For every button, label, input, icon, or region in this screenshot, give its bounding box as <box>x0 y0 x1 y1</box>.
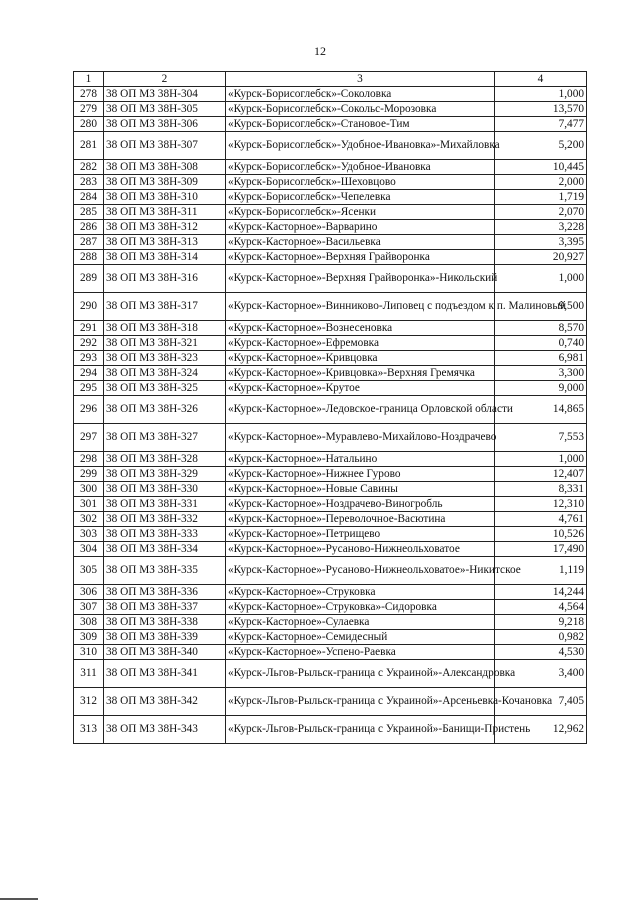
road-name-cell: «Курск-Борисоглебск»-Удобное-Ивановка»-Михайловка <box>226 132 495 160</box>
table-row <box>74 235 587 250</box>
row-number-cell: 301 <box>74 497 104 512</box>
table-row <box>74 630 587 645</box>
table-row <box>74 160 587 175</box>
road-code-cell: 38 ОП МЗ 38Н-304 <box>104 87 226 102</box>
road-name-cell: «Курск-Борисоглебск»-Шеховцово <box>226 175 495 190</box>
road-length-cell: 12,310 <box>495 497 587 512</box>
column-header-3: 3 <box>226 72 495 87</box>
road-code-cell: 38 ОП МЗ 38Н-313 <box>104 235 226 250</box>
road-length-cell: 9,000 <box>495 381 587 396</box>
table-row <box>74 336 587 351</box>
road-code-cell: 38 ОП МЗ 38Н-324 <box>104 366 226 381</box>
table-row <box>74 250 587 265</box>
road-length-cell: 1,000 <box>495 265 587 293</box>
road-name-cell: «Курск-Касторное»-Кривцовка <box>226 351 495 366</box>
table-row <box>74 527 587 542</box>
row-number-cell: 288 <box>74 250 104 265</box>
road-length-cell: 1,119 <box>495 557 587 585</box>
table-row <box>74 366 587 381</box>
road-code-cell: 38 ОП МЗ 38Н-328 <box>104 452 226 467</box>
row-number-cell: 289 <box>74 265 104 293</box>
table-row <box>74 175 587 190</box>
road-length-cell: 10,526 <box>495 527 587 542</box>
road-name-cell: «Курск-Борисоглебск»-Становое-Тим <box>226 117 495 132</box>
road-length-cell: 3,228 <box>495 220 587 235</box>
table-row <box>74 660 587 688</box>
road-length-cell: 4,761 <box>495 512 587 527</box>
table-row <box>74 117 587 132</box>
road-name-cell: «Курск-Касторное»-Ледовское-граница Орловской области <box>226 396 495 424</box>
road-code-cell: 38 ОП МЗ 38Н-318 <box>104 321 226 336</box>
road-code-cell: 38 ОП МЗ 38Н-308 <box>104 160 226 175</box>
row-number-cell: 284 <box>74 190 104 205</box>
table-row <box>74 396 587 424</box>
row-number-cell: 298 <box>74 452 104 467</box>
road-code-cell: 38 ОП МЗ 38Н-309 <box>104 175 226 190</box>
road-code-cell: 38 ОП МЗ 38Н-332 <box>104 512 226 527</box>
road-code-cell: 38 ОП МЗ 38Н-342 <box>104 688 226 716</box>
road-code-cell: 38 ОП МЗ 38Н-323 <box>104 351 226 366</box>
road-code-cell: 38 ОП МЗ 38Н-321 <box>104 336 226 351</box>
road-code-cell: 38 ОП МЗ 38Н-310 <box>104 190 226 205</box>
road-name-cell: «Курск-Касторное»-Петрищево <box>226 527 495 542</box>
road-length-cell: 14,244 <box>495 585 587 600</box>
road-code-cell: 38 ОП МЗ 38Н-336 <box>104 585 226 600</box>
row-number-cell: 281 <box>74 132 104 160</box>
table-row <box>74 321 587 336</box>
row-number-cell: 292 <box>74 336 104 351</box>
road-code-cell: 38 ОП МЗ 38Н-316 <box>104 265 226 293</box>
table-row <box>74 482 587 497</box>
road-code-cell: 38 ОП МЗ 38Н-333 <box>104 527 226 542</box>
table-row <box>74 205 587 220</box>
row-number-cell: 311 <box>74 660 104 688</box>
road-name-cell: «Курск-Касторное»-Муравлево-Михайлово-Ноздрачево <box>226 424 495 452</box>
table-row <box>74 542 587 557</box>
row-number-cell: 297 <box>74 424 104 452</box>
road-length-cell: 7,477 <box>495 117 587 132</box>
row-number-cell: 278 <box>74 87 104 102</box>
table-row <box>74 645 587 660</box>
road-length-cell: 1,719 <box>495 190 587 205</box>
road-code-cell: 38 ОП МЗ 38Н-337 <box>104 600 226 615</box>
row-number-cell: 285 <box>74 205 104 220</box>
table-row <box>74 512 587 527</box>
road-length-cell: 10,445 <box>495 160 587 175</box>
road-code-cell: 38 ОП МЗ 38Н-325 <box>104 381 226 396</box>
table-row <box>74 87 587 102</box>
road-length-cell: 4,530 <box>495 645 587 660</box>
road-name-cell: «Курск-Касторное»-Васильевка <box>226 235 495 250</box>
row-number-cell: 294 <box>74 366 104 381</box>
road-length-cell: 14,865 <box>495 396 587 424</box>
table-row <box>74 220 587 235</box>
row-number-cell: 287 <box>74 235 104 250</box>
table-row <box>74 557 587 585</box>
road-length-cell: 12,407 <box>495 467 587 482</box>
road-length-cell: 17,490 <box>495 542 587 557</box>
table-row <box>74 688 587 716</box>
row-number-cell: 307 <box>74 600 104 615</box>
road-code-cell: 38 ОП МЗ 38Н-334 <box>104 542 226 557</box>
road-code-cell: 38 ОП МЗ 38Н-317 <box>104 293 226 321</box>
road-code-cell: 38 ОП МЗ 38Н-330 <box>104 482 226 497</box>
table-row <box>74 615 587 630</box>
road-name-cell: «Курск-Касторное»-Русаново-Нижнеольховатое»-Никитское <box>226 557 495 585</box>
road-length-cell: 4,564 <box>495 600 587 615</box>
road-code-cell: 38 ОП МЗ 38Н-343 <box>104 716 226 744</box>
table-row <box>74 381 587 396</box>
road-code-cell: 38 ОП МЗ 38Н-306 <box>104 117 226 132</box>
road-code-cell: 38 ОП МЗ 38Н-327 <box>104 424 226 452</box>
road-length-cell: 3,395 <box>495 235 587 250</box>
road-name-cell: «Курск-Касторное»-Нижнее Гурово <box>226 467 495 482</box>
table-row <box>74 102 587 117</box>
road-name-cell: «Курск-Касторное»-Семидесный <box>226 630 495 645</box>
row-number-cell: 290 <box>74 293 104 321</box>
row-number-cell: 293 <box>74 351 104 366</box>
row-number-cell: 303 <box>74 527 104 542</box>
road-name-cell: «Курск-Борисоглебск»-Удобное-Ивановка <box>226 160 495 175</box>
table-header-row <box>74 72 587 87</box>
road-name-cell: «Курск-Льгов-Рыльск-граница с Украиной»-Арсеньевка-Кочановка <box>226 688 495 716</box>
roads-table <box>73 71 587 744</box>
road-length-cell: 2,070 <box>495 205 587 220</box>
row-number-cell: 309 <box>74 630 104 645</box>
road-code-cell: 38 ОП МЗ 38Н-335 <box>104 557 226 585</box>
road-length-cell: 7,553 <box>495 424 587 452</box>
road-length-cell: 7,405 <box>495 688 587 716</box>
road-length-cell: 0,982 <box>495 630 587 645</box>
road-code-cell: 38 ОП МЗ 38Н-314 <box>104 250 226 265</box>
road-length-cell: 8,331 <box>495 482 587 497</box>
page-number: 12 <box>314 44 326 58</box>
road-code-cell: 38 ОП МЗ 38Н-341 <box>104 660 226 688</box>
road-name-cell: «Курск-Касторное»-Варварино <box>226 220 495 235</box>
road-name-cell: «Курск-Касторное»-Крутое <box>226 381 495 396</box>
road-code-cell: 38 ОП МЗ 38Н-340 <box>104 645 226 660</box>
road-name-cell: «Курск-Борисоглебск»-Ясенки <box>226 205 495 220</box>
row-number-cell: 286 <box>74 220 104 235</box>
road-name-cell: «Курск-Касторное»-Переволочное-Васютина <box>226 512 495 527</box>
table-row <box>74 293 587 321</box>
road-code-cell: 38 ОП МЗ 38Н-307 <box>104 132 226 160</box>
road-length-cell: 2,000 <box>495 175 587 190</box>
road-code-cell: 38 ОП МЗ 38Н-329 <box>104 467 226 482</box>
road-name-cell: «Курск-Борисоглебск»-Чепелевка <box>226 190 495 205</box>
road-length-cell: 20,927 <box>495 250 587 265</box>
road-length-cell: 1,000 <box>495 452 587 467</box>
table-row <box>74 265 587 293</box>
row-number-cell: 302 <box>74 512 104 527</box>
road-length-cell: 5,200 <box>495 132 587 160</box>
table-row <box>74 467 587 482</box>
road-name-cell: «Курск-Касторное»-Струковка»-Сидоровка <box>226 600 495 615</box>
row-number-cell: 282 <box>74 160 104 175</box>
row-number-cell: 313 <box>74 716 104 744</box>
table-row <box>74 424 587 452</box>
column-header-4: 4 <box>495 72 587 87</box>
row-number-cell: 300 <box>74 482 104 497</box>
row-number-cell: 308 <box>74 615 104 630</box>
row-number-cell: 296 <box>74 396 104 424</box>
table-row <box>74 585 587 600</box>
road-code-cell: 38 ОП МЗ 38Н-339 <box>104 630 226 645</box>
road-length-cell: 1,000 <box>495 87 587 102</box>
road-name-cell: «Курск-Льгов-Рыльск-граница с Украиной»-Банищи-Пристень <box>226 716 495 744</box>
road-length-cell: 12,962 <box>495 716 587 744</box>
road-name-cell: «Курск-Льгов-Рыльск-граница с Украиной»-Александровка <box>226 660 495 688</box>
road-length-cell: 9,500 <box>495 293 587 321</box>
road-name-cell: «Курск-Борисоглебск»-Соколовка <box>226 87 495 102</box>
road-name-cell: «Курск-Касторное»-Русаново-Нижнеольховатое <box>226 542 495 557</box>
column-header-1: 1 <box>74 72 104 87</box>
road-code-cell: 38 ОП МЗ 38Н-305 <box>104 102 226 117</box>
road-name-cell: «Курск-Касторное»-Верхняя Грайворонка»-Никольский <box>226 265 495 293</box>
road-name-cell: «Курск-Касторное»-Верхняя Грайворонка <box>226 250 495 265</box>
row-number-cell: 310 <box>74 645 104 660</box>
table-row <box>74 497 587 512</box>
row-number-cell: 305 <box>74 557 104 585</box>
row-number-cell: 279 <box>74 102 104 117</box>
road-length-cell: 0,740 <box>495 336 587 351</box>
road-name-cell: «Курск-Касторное»-Ефремовка <box>226 336 495 351</box>
road-name-cell: «Курск-Касторное»-Натальино <box>226 452 495 467</box>
road-code-cell: 38 ОП МЗ 38Н-312 <box>104 220 226 235</box>
table-row <box>74 452 587 467</box>
road-length-cell: 8,570 <box>495 321 587 336</box>
road-name-cell: «Курск-Касторное»-Кривцовка»-Верхняя Гремячка <box>226 366 495 381</box>
row-number-cell: 280 <box>74 117 104 132</box>
road-name-cell: «Курск-Касторное»-Успено-Раевка <box>226 645 495 660</box>
table-row <box>74 190 587 205</box>
road-name-cell: «Курск-Касторное»-Вознесеновка <box>226 321 495 336</box>
table-row <box>74 716 587 744</box>
row-number-cell: 295 <box>74 381 104 396</box>
road-length-cell: 13,570 <box>495 102 587 117</box>
row-number-cell: 306 <box>74 585 104 600</box>
row-number-cell: 299 <box>74 467 104 482</box>
table-row <box>74 132 587 160</box>
road-name-cell: «Курск-Касторное»-Струковка <box>226 585 495 600</box>
row-number-cell: 304 <box>74 542 104 557</box>
row-number-cell: 283 <box>74 175 104 190</box>
road-code-cell: 38 ОП МЗ 38Н-331 <box>104 497 226 512</box>
road-name-cell: «Курск-Борисоглебск»-Сокольс-Морозовка <box>226 102 495 117</box>
column-header-2: 2 <box>104 72 226 87</box>
road-code-cell: 38 ОП МЗ 38Н-326 <box>104 396 226 424</box>
road-name-cell: «Курск-Касторное»-Новые Савины <box>226 482 495 497</box>
road-name-cell: «Курск-Касторное»-Сулаевка <box>226 615 495 630</box>
row-number-cell: 312 <box>74 688 104 716</box>
road-length-cell: 3,400 <box>495 660 587 688</box>
road-length-cell: 9,218 <box>495 615 587 630</box>
road-length-cell: 3,300 <box>495 366 587 381</box>
table-row <box>74 351 587 366</box>
footer-mark <box>0 898 38 900</box>
road-code-cell: 38 ОП МЗ 38Н-338 <box>104 615 226 630</box>
table-row <box>74 600 587 615</box>
row-number-cell: 291 <box>74 321 104 336</box>
road-name-cell: «Курск-Касторное»-Винниково-Липовец с подъездом к п. Малиновый <box>226 293 495 321</box>
road-name-cell: «Курск-Касторное»-Ноздрачево-Виногробль <box>226 497 495 512</box>
road-code-cell: 38 ОП МЗ 38Н-311 <box>104 205 226 220</box>
road-length-cell: 6,981 <box>495 351 587 366</box>
table-body <box>74 87 587 744</box>
